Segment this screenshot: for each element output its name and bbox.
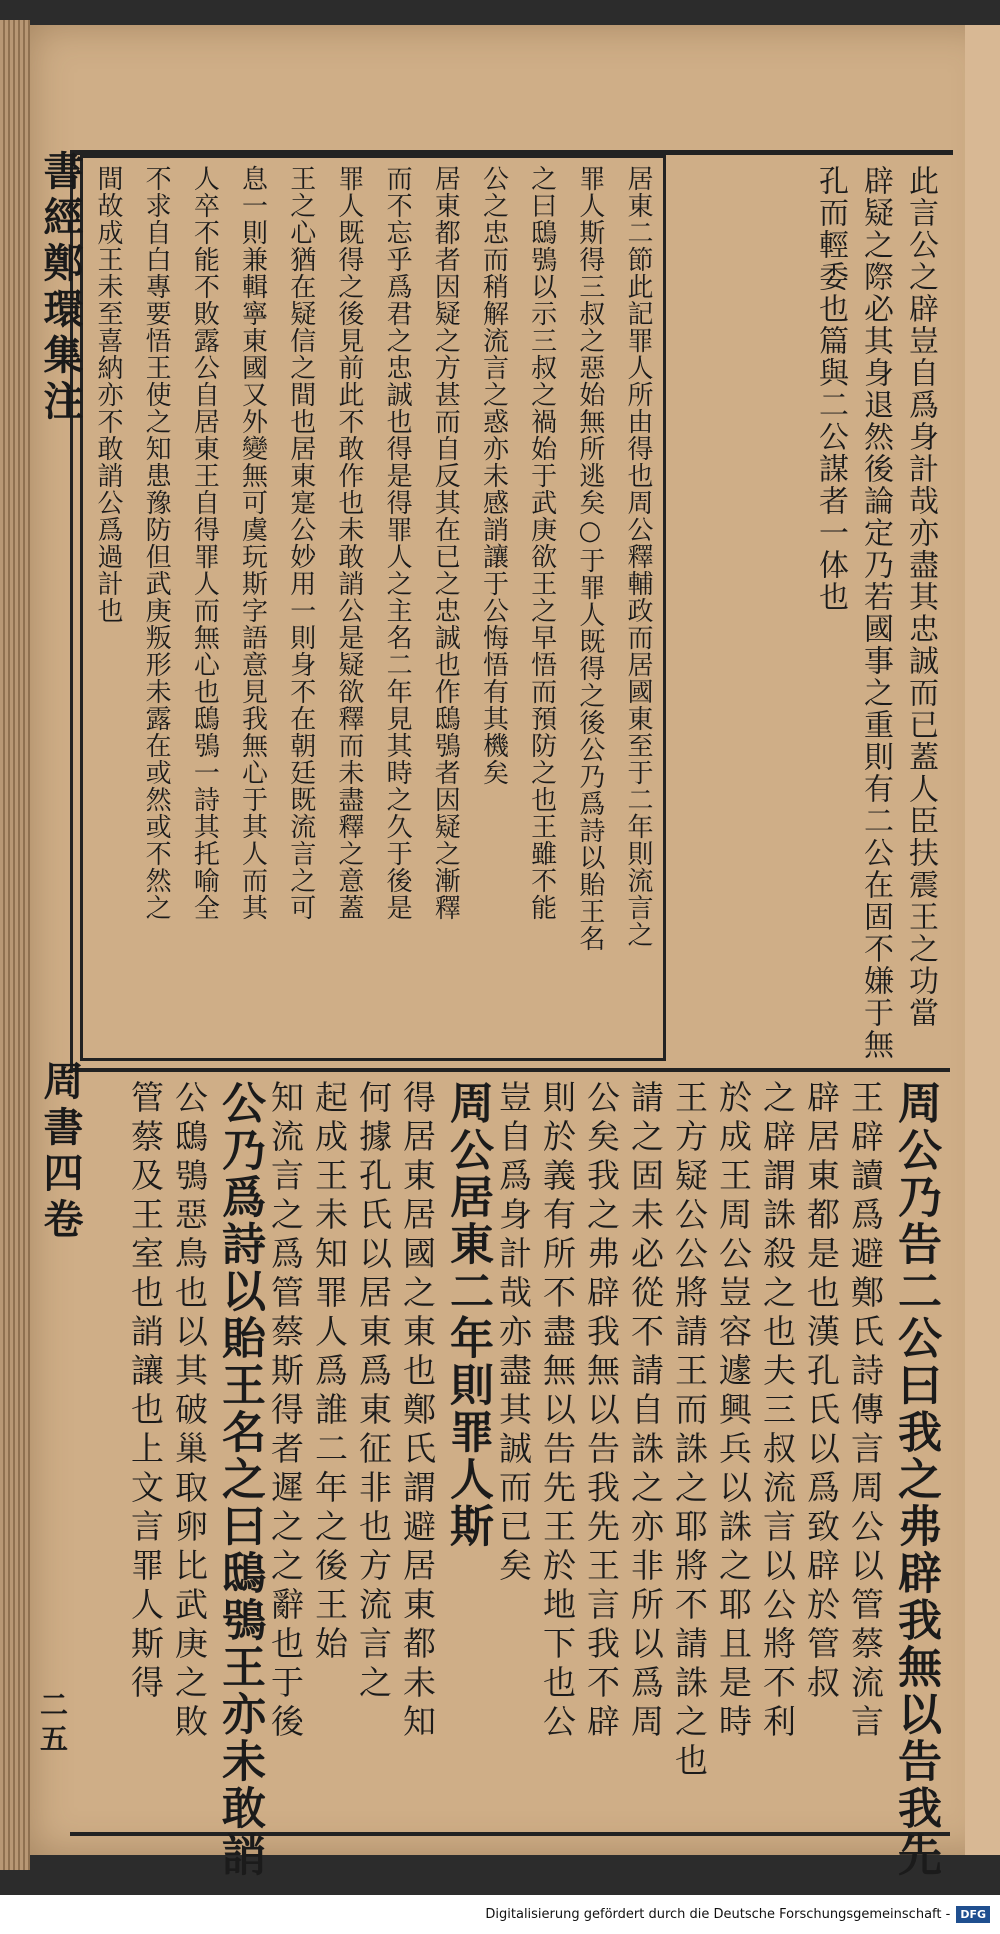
commentary-column: 間故成王未至喜納亦不敢誚公爲過計也 xyxy=(93,165,123,624)
annotation-column: 請之固未必從不請自誅之亦非所以爲周 xyxy=(626,1080,665,1743)
commentary-column: 罪人既得之後見前此不敢作也未敢誚公是疑欲釋而未盡釋之意蓋 xyxy=(333,165,364,921)
main-text-column: 周公乃告二公曰我之弗辟我無以告我先 xyxy=(890,1080,941,1879)
facing-page-margin xyxy=(965,25,1000,1855)
annotation-column: 何據孔氏以居東爲東征非也方流言之 xyxy=(354,1080,393,1704)
annotation-column: 公矣我之弗辟我無以告我先王言我不辟 xyxy=(582,1080,621,1743)
main-text-column: 周公居東二年則罪人斯 xyxy=(442,1080,493,1550)
commentary-column: 息一則兼輯寧東國又外變無可虞玩斯字語意見我無心于其人而其 xyxy=(237,165,268,921)
commentary-column: 罪人斯得三叔之惡始無所逃矣○于罪人既得之後公乃爲詩以貽王名 xyxy=(574,165,605,952)
annotation-column: 之辟謂誅殺之也夫三叔流言以公將不利 xyxy=(758,1080,797,1743)
commentary-column: 不求自白專要悟王使之知患豫防但武庚叛形未露在或然或不然之 xyxy=(141,165,172,921)
commentary-column: 而不忘乎爲君之忠誠也得是得罪人之主名二年見其時之久于後是 xyxy=(382,165,413,921)
main-text-column: 公乃爲詩以貽王名之曰鴟鴞王亦未敢誚 xyxy=(214,1080,265,1879)
annotation-column: 得居東居國之東也鄭氏謂避居東都未知 xyxy=(398,1080,437,1743)
commentary-column: 王之心猶在疑信之間也居東寔公妙用一則身不在朝廷既流言之可 xyxy=(285,165,316,921)
upper-right-column: 孔而輕委也篇與二公謀者一体也 xyxy=(813,165,848,613)
annotation-column: 於成王周公豈容遽興兵以誅之耶且是時 xyxy=(714,1080,753,1743)
annotation-column: 管蔡及王室也誚讓也上文言罪人斯得 xyxy=(126,1080,165,1704)
upper-right-column: 辟疑之際必其身退然後論定乃若國事之重則有二公在固不嫌于無 xyxy=(858,165,893,1061)
footer-credit-text: Digitalisierung gefördert durch die Deutsche Forschungsgemeinschaft - xyxy=(485,1907,951,1922)
commentary-column: 公之忠而稍解流言之惑亦未感誚讓于公悔悟有其機矣 xyxy=(478,165,509,786)
upper-right-column: 此言公之辟豈自爲身計哉亦盡其忠誠而已蓋人臣扶震王之功當 xyxy=(903,165,938,1029)
annotation-column: 豈自爲身計哉亦盡其誠而已矣 xyxy=(494,1080,533,1587)
digitization-footer xyxy=(0,1895,1000,1934)
annotation-column: 辟居東都是也漢孔氏以爲致辟於管叔 xyxy=(802,1080,841,1704)
commentary-column: 之曰鴟鴞以示三叔之禍始于武庚欲王之早悟而預防之也王雖不能 xyxy=(526,165,557,921)
annotation-column: 起成王未知罪人爲誰二年之後王始 xyxy=(310,1080,349,1665)
dfg-logo: DFG xyxy=(956,1906,990,1923)
commentary-column: 居東二節此記罪人所由得也周公釋輔政而居國東至于二年則流言之 xyxy=(623,165,653,948)
annotation-column: 知流言之爲管蔡斯得者遲之之辭也于後 xyxy=(266,1080,305,1743)
annotation-column: 公鴟鴞惡鳥也以其破巢取卵比武庚之敗 xyxy=(170,1080,209,1743)
page-number-margin: 二五 xyxy=(36,1690,69,1758)
annotation-column: 王辟讀爲避鄭氏詩傳言周公以管蔡流言 xyxy=(846,1080,885,1743)
annotation-column: 王方疑公公將請王而誅之耶將不請誅之也 xyxy=(670,1080,709,1782)
annotation-column: 則於義有所不盡無以告先王於地下也公 xyxy=(538,1080,577,1743)
book-page-edges xyxy=(0,20,30,1870)
commentary-column: 人卒不能不敗露公自居東王自得罪人而無心也鴟鴞一詩其托喻全 xyxy=(189,165,220,921)
book-title-margin: 書經鄭環集注 xyxy=(37,150,84,426)
chapter-margin-label: 周書四卷 xyxy=(37,1060,84,1244)
commentary-column: 居東都者因疑之方甚而自反其在已之忠誠也作鴟鴞者因疑之漸釋 xyxy=(430,165,461,921)
